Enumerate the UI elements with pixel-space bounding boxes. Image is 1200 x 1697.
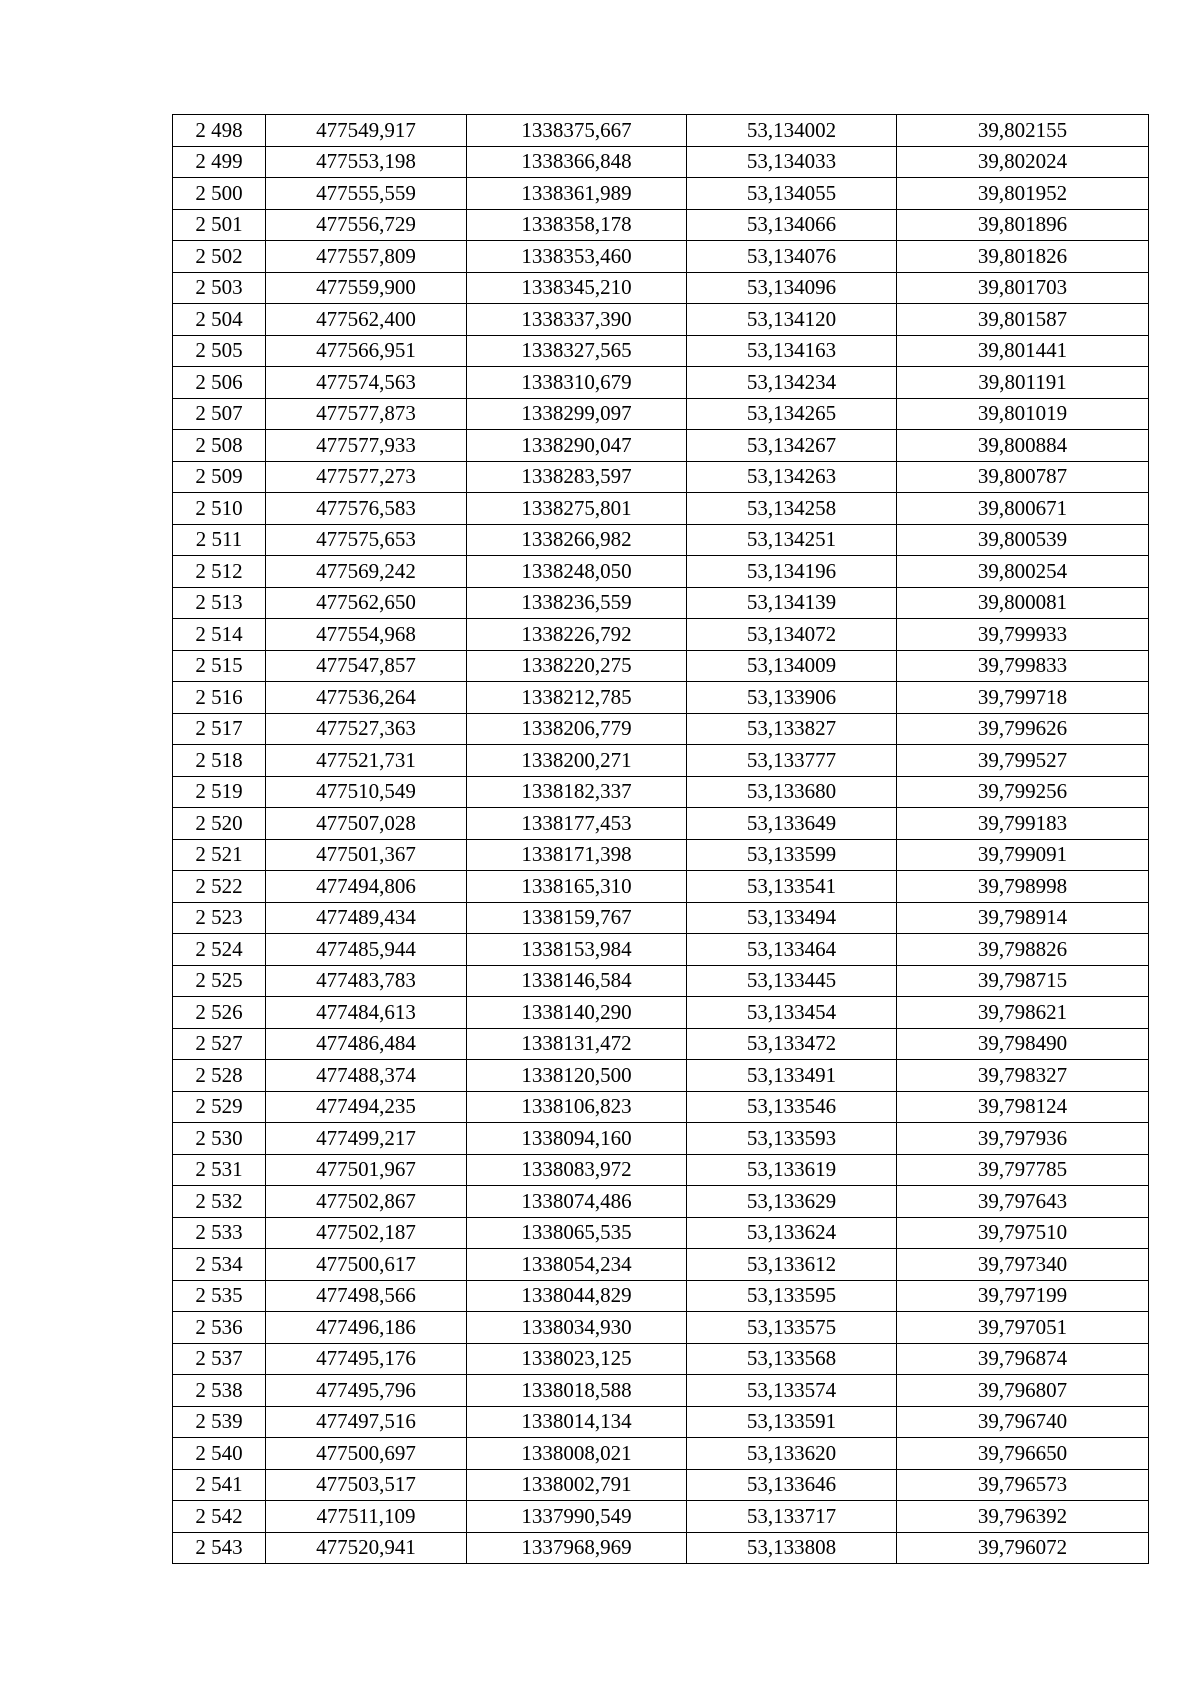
longitude-cell: 39,801191 — [897, 367, 1149, 399]
y-coordinate-cell: 1338361,989 — [467, 178, 687, 210]
latitude-cell: 53,133541 — [687, 871, 897, 903]
table-row — [173, 587, 1149, 619]
coordinates-table — [172, 114, 1149, 1564]
x-coordinate-cell: 477502,867 — [266, 1186, 467, 1218]
y-coordinate-cell: 1338177,453 — [467, 808, 687, 840]
point-number-cell: 2 520 — [173, 808, 266, 840]
y-coordinate-cell: 1338014,134 — [467, 1406, 687, 1438]
point-number-cell: 2 521 — [173, 839, 266, 871]
y-coordinate-cell: 1338337,390 — [467, 304, 687, 336]
x-coordinate-cell: 477521,731 — [266, 745, 467, 777]
y-coordinate-cell: 1338220,275 — [467, 650, 687, 682]
point-number-cell: 2 509 — [173, 461, 266, 493]
longitude-cell: 39,796874 — [897, 1343, 1149, 1375]
x-coordinate-cell: 477569,242 — [266, 556, 467, 588]
x-coordinate-cell: 477554,968 — [266, 619, 467, 651]
table-row — [173, 1406, 1149, 1438]
point-number-cell: 2 539 — [173, 1406, 266, 1438]
point-number-cell: 2 535 — [173, 1280, 266, 1312]
longitude-cell: 39,798826 — [897, 934, 1149, 966]
latitude-cell: 53,133599 — [687, 839, 897, 871]
x-coordinate-cell: 477562,650 — [266, 587, 467, 619]
point-number-cell: 2 502 — [173, 241, 266, 273]
longitude-cell: 39,799833 — [897, 650, 1149, 682]
table-row — [173, 619, 1149, 651]
table-row — [173, 1375, 1149, 1407]
point-number-cell: 2 522 — [173, 871, 266, 903]
table-row — [173, 461, 1149, 493]
y-coordinate-cell: 1338146,584 — [467, 965, 687, 997]
latitude-cell: 53,133646 — [687, 1469, 897, 1501]
x-coordinate-cell: 477500,617 — [266, 1249, 467, 1281]
coordinates-table-body — [173, 115, 1149, 1564]
y-coordinate-cell: 1338165,310 — [467, 871, 687, 903]
table-row — [173, 209, 1149, 241]
longitude-cell: 39,799527 — [897, 745, 1149, 777]
point-number-cell: 2 527 — [173, 1028, 266, 1060]
table-row — [173, 776, 1149, 808]
longitude-cell: 39,797643 — [897, 1186, 1149, 1218]
longitude-cell: 39,799626 — [897, 713, 1149, 745]
y-coordinate-cell: 1338375,667 — [467, 115, 687, 147]
latitude-cell: 53,134251 — [687, 524, 897, 556]
point-number-cell: 2 543 — [173, 1532, 266, 1564]
longitude-cell: 39,798621 — [897, 997, 1149, 1029]
point-number-cell: 2 528 — [173, 1060, 266, 1092]
longitude-cell: 39,801019 — [897, 398, 1149, 430]
table-row — [173, 1217, 1149, 1249]
longitude-cell: 39,799256 — [897, 776, 1149, 808]
latitude-cell: 53,133619 — [687, 1154, 897, 1186]
y-coordinate-cell: 1338083,972 — [467, 1154, 687, 1186]
latitude-cell: 53,134234 — [687, 367, 897, 399]
table-row — [173, 1060, 1149, 1092]
x-coordinate-cell: 477494,235 — [266, 1091, 467, 1123]
table-row — [173, 650, 1149, 682]
longitude-cell: 39,798998 — [897, 871, 1149, 903]
table-row — [173, 682, 1149, 714]
latitude-cell: 53,133620 — [687, 1438, 897, 1470]
y-coordinate-cell: 1338002,791 — [467, 1469, 687, 1501]
table-row — [173, 839, 1149, 871]
table-row — [173, 1028, 1149, 1060]
x-coordinate-cell: 477503,517 — [266, 1469, 467, 1501]
point-number-cell: 2 542 — [173, 1501, 266, 1533]
x-coordinate-cell: 477520,941 — [266, 1532, 467, 1564]
y-coordinate-cell: 1338345,210 — [467, 272, 687, 304]
longitude-cell: 39,802024 — [897, 146, 1149, 178]
latitude-cell: 53,133595 — [687, 1280, 897, 1312]
point-number-cell: 2 516 — [173, 682, 266, 714]
longitude-cell: 39,798327 — [897, 1060, 1149, 1092]
point-number-cell: 2 514 — [173, 619, 266, 651]
point-number-cell: 2 504 — [173, 304, 266, 336]
longitude-cell: 39,799183 — [897, 808, 1149, 840]
longitude-cell: 39,801703 — [897, 272, 1149, 304]
point-number-cell: 2 534 — [173, 1249, 266, 1281]
x-coordinate-cell: 477566,951 — [266, 335, 467, 367]
longitude-cell: 39,797199 — [897, 1280, 1149, 1312]
x-coordinate-cell: 477486,484 — [266, 1028, 467, 1060]
latitude-cell: 53,133568 — [687, 1343, 897, 1375]
longitude-cell: 39,800081 — [897, 587, 1149, 619]
latitude-cell: 53,133827 — [687, 713, 897, 745]
latitude-cell: 53,133612 — [687, 1249, 897, 1281]
y-coordinate-cell: 1338200,271 — [467, 745, 687, 777]
y-coordinate-cell: 1337968,969 — [467, 1532, 687, 1564]
x-coordinate-cell: 477494,806 — [266, 871, 467, 903]
table-row — [173, 398, 1149, 430]
table-row — [173, 493, 1149, 525]
latitude-cell: 53,133591 — [687, 1406, 897, 1438]
x-coordinate-cell: 477536,264 — [266, 682, 467, 714]
y-coordinate-cell: 1338283,597 — [467, 461, 687, 493]
table-row — [173, 272, 1149, 304]
x-coordinate-cell: 477575,653 — [266, 524, 467, 556]
longitude-cell: 39,801441 — [897, 335, 1149, 367]
table-row — [173, 1154, 1149, 1186]
longitude-cell: 39,797510 — [897, 1217, 1149, 1249]
point-number-cell: 2 510 — [173, 493, 266, 525]
x-coordinate-cell: 477559,900 — [266, 272, 467, 304]
table-row — [173, 934, 1149, 966]
table-row — [173, 1501, 1149, 1533]
point-number-cell: 2 536 — [173, 1312, 266, 1344]
y-coordinate-cell: 1338299,097 — [467, 398, 687, 430]
longitude-cell: 39,798914 — [897, 902, 1149, 934]
x-coordinate-cell: 477577,273 — [266, 461, 467, 493]
x-coordinate-cell: 477495,796 — [266, 1375, 467, 1407]
point-number-cell: 2 530 — [173, 1123, 266, 1155]
latitude-cell: 53,133494 — [687, 902, 897, 934]
latitude-cell: 53,134033 — [687, 146, 897, 178]
longitude-cell: 39,798124 — [897, 1091, 1149, 1123]
point-number-cell: 2 526 — [173, 997, 266, 1029]
point-number-cell: 2 532 — [173, 1186, 266, 1218]
table-row — [173, 1343, 1149, 1375]
table-row — [173, 1249, 1149, 1281]
point-number-cell: 2 533 — [173, 1217, 266, 1249]
longitude-cell: 39,796740 — [897, 1406, 1149, 1438]
table-row — [173, 524, 1149, 556]
latitude-cell: 53,134163 — [687, 335, 897, 367]
x-coordinate-cell: 477507,028 — [266, 808, 467, 840]
y-coordinate-cell: 1338212,785 — [467, 682, 687, 714]
point-number-cell: 2 511 — [173, 524, 266, 556]
latitude-cell: 53,134072 — [687, 619, 897, 651]
longitude-cell: 39,796807 — [897, 1375, 1149, 1407]
x-coordinate-cell: 477501,967 — [266, 1154, 467, 1186]
latitude-cell: 53,134076 — [687, 241, 897, 273]
latitude-cell: 53,134258 — [687, 493, 897, 525]
x-coordinate-cell: 477496,186 — [266, 1312, 467, 1344]
longitude-cell: 39,802155 — [897, 115, 1149, 147]
longitude-cell: 39,800884 — [897, 430, 1149, 462]
latitude-cell: 53,134263 — [687, 461, 897, 493]
point-number-cell: 2 524 — [173, 934, 266, 966]
latitude-cell: 53,134055 — [687, 178, 897, 210]
point-number-cell: 2 525 — [173, 965, 266, 997]
x-coordinate-cell: 477510,549 — [266, 776, 467, 808]
latitude-cell: 53,133906 — [687, 682, 897, 714]
table-row — [173, 1280, 1149, 1312]
x-coordinate-cell: 477562,400 — [266, 304, 467, 336]
y-coordinate-cell: 1338171,398 — [467, 839, 687, 871]
y-coordinate-cell: 1338248,050 — [467, 556, 687, 588]
longitude-cell: 39,798715 — [897, 965, 1149, 997]
y-coordinate-cell: 1338131,472 — [467, 1028, 687, 1060]
y-coordinate-cell: 1338153,984 — [467, 934, 687, 966]
x-coordinate-cell: 477488,374 — [266, 1060, 467, 1092]
y-coordinate-cell: 1338182,337 — [467, 776, 687, 808]
x-coordinate-cell: 477511,109 — [266, 1501, 467, 1533]
latitude-cell: 53,133491 — [687, 1060, 897, 1092]
longitude-cell: 39,797051 — [897, 1312, 1149, 1344]
x-coordinate-cell: 477500,697 — [266, 1438, 467, 1470]
y-coordinate-cell: 1338327,565 — [467, 335, 687, 367]
longitude-cell: 39,799091 — [897, 839, 1149, 871]
table-row — [173, 304, 1149, 336]
latitude-cell: 53,133717 — [687, 1501, 897, 1533]
x-coordinate-cell: 477555,559 — [266, 178, 467, 210]
longitude-cell: 39,801587 — [897, 304, 1149, 336]
point-number-cell: 2 499 — [173, 146, 266, 178]
x-coordinate-cell: 477577,873 — [266, 398, 467, 430]
point-number-cell: 2 540 — [173, 1438, 266, 1470]
x-coordinate-cell: 477527,363 — [266, 713, 467, 745]
y-coordinate-cell: 1338074,486 — [467, 1186, 687, 1218]
latitude-cell: 53,133546 — [687, 1091, 897, 1123]
longitude-cell: 39,799933 — [897, 619, 1149, 651]
latitude-cell: 53,133808 — [687, 1532, 897, 1564]
table-row — [173, 1186, 1149, 1218]
x-coordinate-cell: 477483,783 — [266, 965, 467, 997]
table-row — [173, 1469, 1149, 1501]
table-row — [173, 808, 1149, 840]
latitude-cell: 53,133680 — [687, 776, 897, 808]
point-number-cell: 2 498 — [173, 115, 266, 147]
y-coordinate-cell: 1338353,460 — [467, 241, 687, 273]
table-row — [173, 745, 1149, 777]
longitude-cell: 39,796573 — [897, 1469, 1149, 1501]
longitude-cell: 39,800671 — [897, 493, 1149, 525]
latitude-cell: 53,133575 — [687, 1312, 897, 1344]
table-row — [173, 178, 1149, 210]
latitude-cell: 53,134139 — [687, 587, 897, 619]
table-row — [173, 556, 1149, 588]
table-row — [173, 997, 1149, 1029]
x-coordinate-cell: 477484,613 — [266, 997, 467, 1029]
longitude-cell: 39,797785 — [897, 1154, 1149, 1186]
point-number-cell: 2 513 — [173, 587, 266, 619]
point-number-cell: 2 529 — [173, 1091, 266, 1123]
x-coordinate-cell: 477499,217 — [266, 1123, 467, 1155]
y-coordinate-cell: 1338120,500 — [467, 1060, 687, 1092]
point-number-cell: 2 508 — [173, 430, 266, 462]
latitude-cell: 53,133454 — [687, 997, 897, 1029]
x-coordinate-cell: 477498,566 — [266, 1280, 467, 1312]
latitude-cell: 53,134196 — [687, 556, 897, 588]
longitude-cell: 39,796392 — [897, 1501, 1149, 1533]
longitude-cell: 39,797936 — [897, 1123, 1149, 1155]
longitude-cell: 39,801952 — [897, 178, 1149, 210]
y-coordinate-cell: 1338275,801 — [467, 493, 687, 525]
table-row — [173, 1123, 1149, 1155]
y-coordinate-cell: 1338044,829 — [467, 1280, 687, 1312]
y-coordinate-cell: 1338018,588 — [467, 1375, 687, 1407]
table-row — [173, 965, 1149, 997]
latitude-cell: 53,133445 — [687, 965, 897, 997]
table-row — [173, 115, 1149, 147]
y-coordinate-cell: 1338034,930 — [467, 1312, 687, 1344]
latitude-cell: 53,133624 — [687, 1217, 897, 1249]
point-number-cell: 2 519 — [173, 776, 266, 808]
y-coordinate-cell: 1338094,160 — [467, 1123, 687, 1155]
point-number-cell: 2 507 — [173, 398, 266, 430]
point-number-cell: 2 506 — [173, 367, 266, 399]
table-row — [173, 367, 1149, 399]
longitude-cell: 39,801826 — [897, 241, 1149, 273]
x-coordinate-cell: 477574,563 — [266, 367, 467, 399]
x-coordinate-cell: 477501,367 — [266, 839, 467, 871]
y-coordinate-cell: 1338008,021 — [467, 1438, 687, 1470]
table-row — [173, 146, 1149, 178]
point-number-cell: 2 500 — [173, 178, 266, 210]
x-coordinate-cell: 477502,187 — [266, 1217, 467, 1249]
point-number-cell: 2 512 — [173, 556, 266, 588]
table-row — [173, 713, 1149, 745]
y-coordinate-cell: 1338065,535 — [467, 1217, 687, 1249]
latitude-cell: 53,134265 — [687, 398, 897, 430]
x-coordinate-cell: 477577,933 — [266, 430, 467, 462]
longitude-cell: 39,797340 — [897, 1249, 1149, 1281]
table-row — [173, 1312, 1149, 1344]
y-coordinate-cell: 1338236,559 — [467, 587, 687, 619]
table-row — [173, 902, 1149, 934]
y-coordinate-cell: 1338106,823 — [467, 1091, 687, 1123]
point-number-cell: 2 515 — [173, 650, 266, 682]
y-coordinate-cell: 1338290,047 — [467, 430, 687, 462]
point-number-cell: 2 523 — [173, 902, 266, 934]
latitude-cell: 53,133472 — [687, 1028, 897, 1060]
table-row — [173, 430, 1149, 462]
point-number-cell: 2 531 — [173, 1154, 266, 1186]
x-coordinate-cell: 477553,198 — [266, 146, 467, 178]
latitude-cell: 53,134120 — [687, 304, 897, 336]
point-number-cell: 2 505 — [173, 335, 266, 367]
table-row — [173, 1532, 1149, 1564]
latitude-cell: 53,133629 — [687, 1186, 897, 1218]
x-coordinate-cell: 477489,434 — [266, 902, 467, 934]
y-coordinate-cell: 1337990,549 — [467, 1501, 687, 1533]
point-number-cell: 2 503 — [173, 272, 266, 304]
y-coordinate-cell: 1338206,779 — [467, 713, 687, 745]
latitude-cell: 53,134009 — [687, 650, 897, 682]
table-row — [173, 241, 1149, 273]
y-coordinate-cell: 1338226,792 — [467, 619, 687, 651]
y-coordinate-cell: 1338266,982 — [467, 524, 687, 556]
y-coordinate-cell: 1338310,679 — [467, 367, 687, 399]
point-number-cell: 2 517 — [173, 713, 266, 745]
latitude-cell: 53,133649 — [687, 808, 897, 840]
point-number-cell: 2 538 — [173, 1375, 266, 1407]
table-row — [173, 1091, 1149, 1123]
x-coordinate-cell: 477485,944 — [266, 934, 467, 966]
longitude-cell: 39,796072 — [897, 1532, 1149, 1564]
latitude-cell: 53,133593 — [687, 1123, 897, 1155]
x-coordinate-cell: 477497,516 — [266, 1406, 467, 1438]
table-row — [173, 1438, 1149, 1470]
latitude-cell: 53,134002 — [687, 115, 897, 147]
x-coordinate-cell: 477549,917 — [266, 115, 467, 147]
point-number-cell: 2 537 — [173, 1343, 266, 1375]
y-coordinate-cell: 1338358,178 — [467, 209, 687, 241]
y-coordinate-cell: 1338366,848 — [467, 146, 687, 178]
latitude-cell: 53,134267 — [687, 430, 897, 462]
longitude-cell: 39,799718 — [897, 682, 1149, 714]
x-coordinate-cell: 477547,857 — [266, 650, 467, 682]
y-coordinate-cell: 1338023,125 — [467, 1343, 687, 1375]
y-coordinate-cell: 1338140,290 — [467, 997, 687, 1029]
table-row — [173, 335, 1149, 367]
y-coordinate-cell: 1338159,767 — [467, 902, 687, 934]
longitude-cell: 39,800787 — [897, 461, 1149, 493]
table-row — [173, 871, 1149, 903]
x-coordinate-cell: 477495,176 — [266, 1343, 467, 1375]
longitude-cell: 39,801896 — [897, 209, 1149, 241]
longitude-cell: 39,796650 — [897, 1438, 1149, 1470]
y-coordinate-cell: 1338054,234 — [467, 1249, 687, 1281]
longitude-cell: 39,800539 — [897, 524, 1149, 556]
point-number-cell: 2 501 — [173, 209, 266, 241]
x-coordinate-cell: 477557,809 — [266, 241, 467, 273]
point-number-cell: 2 518 — [173, 745, 266, 777]
latitude-cell: 53,133777 — [687, 745, 897, 777]
x-coordinate-cell: 477556,729 — [266, 209, 467, 241]
x-coordinate-cell: 477576,583 — [266, 493, 467, 525]
longitude-cell: 39,798490 — [897, 1028, 1149, 1060]
point-number-cell: 2 541 — [173, 1469, 266, 1501]
longitude-cell: 39,800254 — [897, 556, 1149, 588]
latitude-cell: 53,133464 — [687, 934, 897, 966]
latitude-cell: 53,134096 — [687, 272, 897, 304]
latitude-cell: 53,134066 — [687, 209, 897, 241]
latitude-cell: 53,133574 — [687, 1375, 897, 1407]
